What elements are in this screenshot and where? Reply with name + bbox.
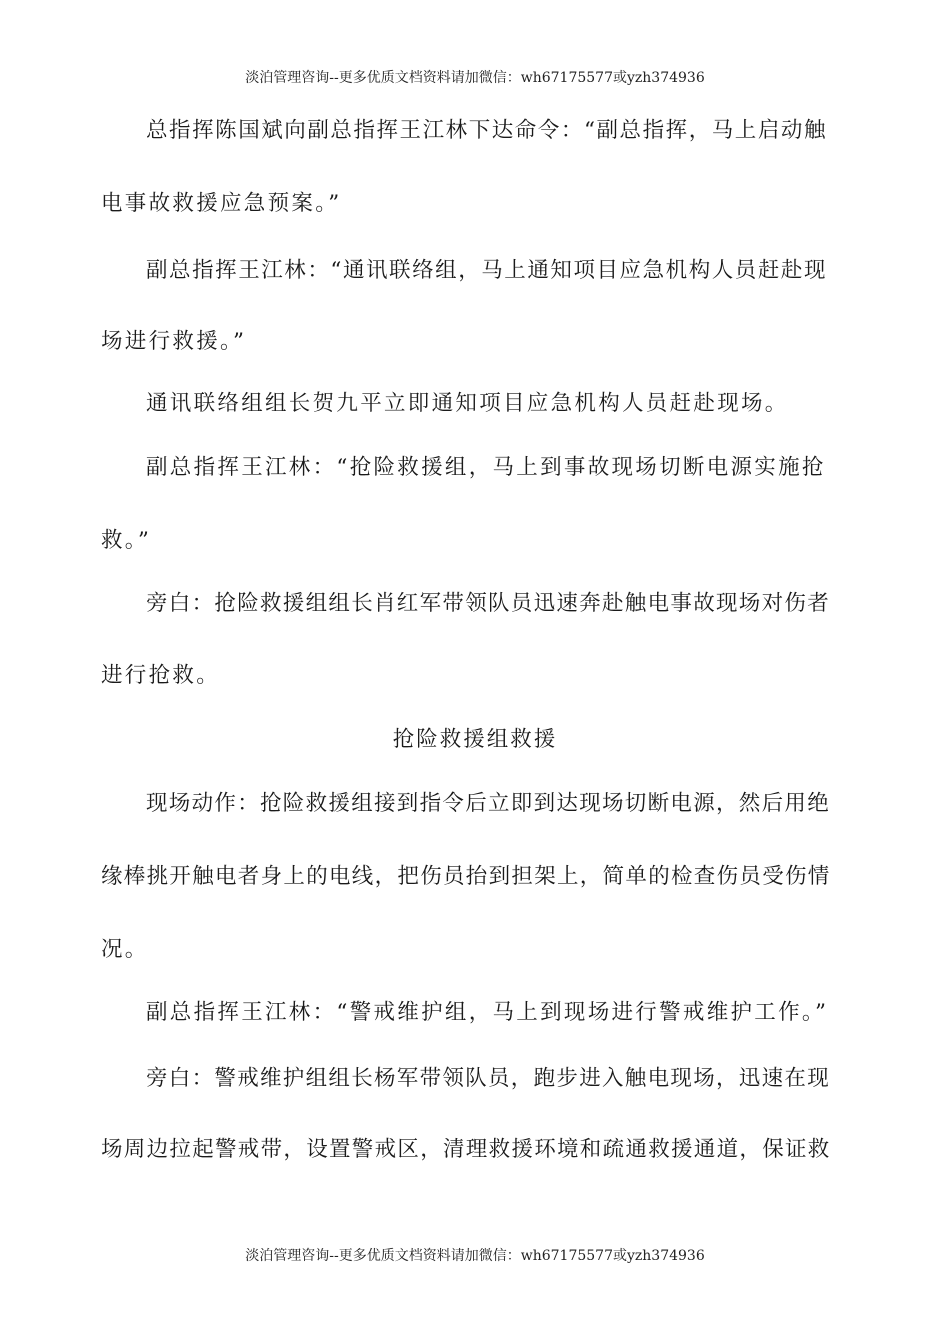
page-header-note: 淡泊管理咨询--更多优质文档资料请加微信：wh67175577或yzh374936 xyxy=(245,70,705,86)
paragraph-line-6: 副总指挥王江林：“抢险救援组，马上到事故现场切断电源实施抢 xyxy=(146,455,826,480)
paragraph-line-3: 副总指挥王江林：“通讯联络组，马上通知项目应急机构人员赶赴现 xyxy=(146,258,827,283)
paragraph-line-14: 副总指挥王江林：“警戒维护组，马上到现场进行警戒维护工作。” xyxy=(146,1000,829,1025)
paragraph-line-13: 况。 xyxy=(101,937,149,962)
paragraph-line-1: 总指挥陈国斌向副总指挥王江林下达命令：“副总指挥，马上启动触 xyxy=(146,118,827,143)
paragraph-line-16: 场周边拉起警戒带，设置警戒区，清理救援环境和疏通救援通道，保证救 xyxy=(101,1137,831,1162)
paragraph-line-2: 电事故救援应急预案。” xyxy=(101,191,342,216)
page-footer-note: 淡泊管理咨询--更多优质文档资料请加微信：wh67175577或yzh374936 xyxy=(245,1248,705,1264)
section-heading: 抢险救援组救援 xyxy=(392,727,558,752)
paragraph-line-15: 旁白：警戒维护组组长杨军带领队员，跑步进入触电现场，迅速在现 xyxy=(146,1066,831,1091)
paragraph-line-4: 场进行救援。” xyxy=(101,329,247,354)
paragraph-line-7: 救。” xyxy=(101,528,152,553)
paragraph-line-11: 现场动作：抢险救援组接到指令后立即到达现场切断电源，然后用绝 xyxy=(146,791,831,816)
paragraph-line-8: 旁白：抢险救援组组长肖红军带领队员迅速奔赴触电事故现场对伤者 xyxy=(146,591,831,616)
paragraph-line-9: 进行抢救。 xyxy=(101,663,221,688)
paragraph-line-12: 缘棒挑开触电者身上的电线，把伤员抬到担架上，简单的检查伤员受伤情 xyxy=(101,864,831,889)
paragraph-line-5: 通讯联络组组长贺九平立即通知项目应急机构人员赶赴现场。 xyxy=(146,391,789,416)
